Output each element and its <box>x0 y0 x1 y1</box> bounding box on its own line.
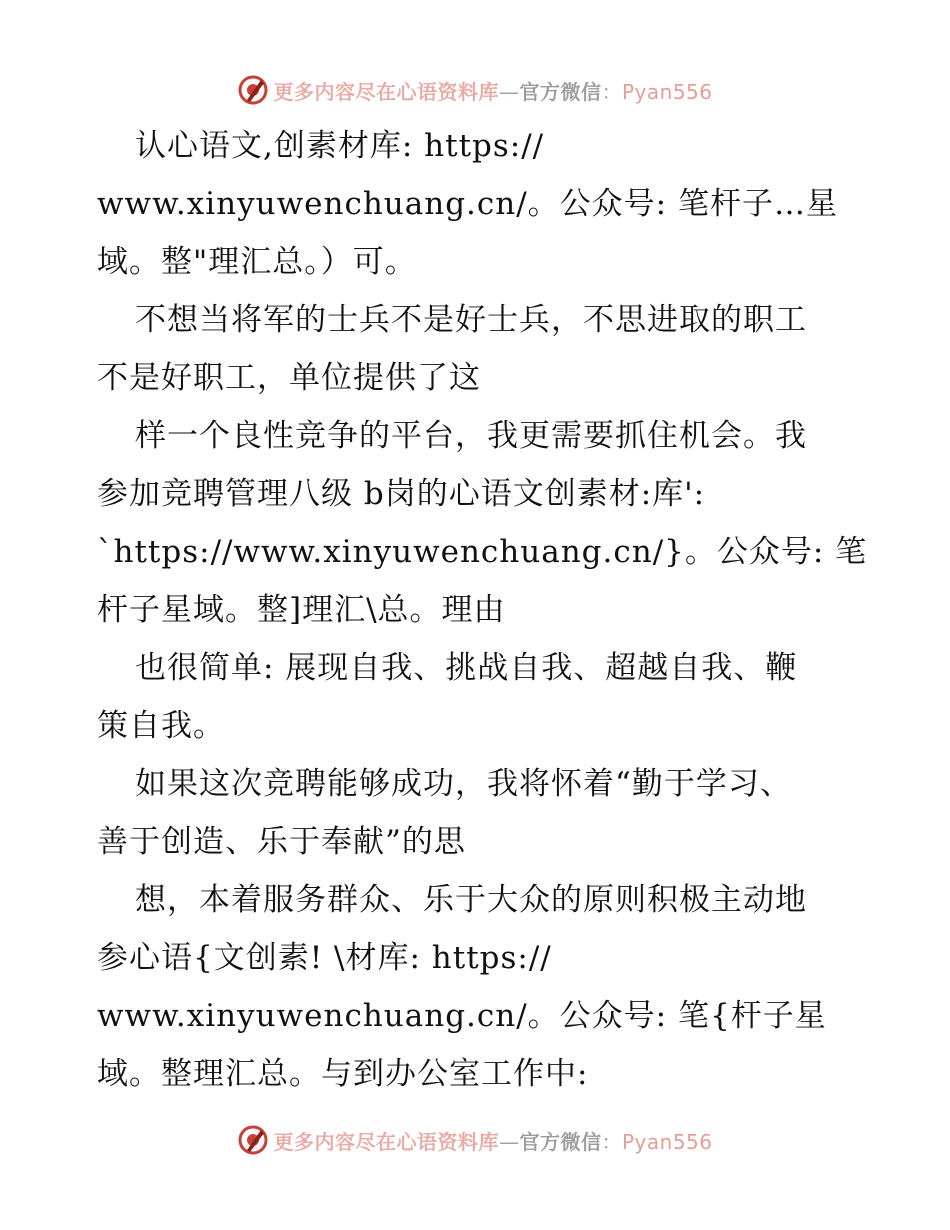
body-line: 认心语文,创素材库: https:// <box>135 128 545 164</box>
banner-wechat-id: Pyan556 <box>621 79 713 104</box>
body-line: 策自我。 <box>97 708 225 744</box>
banner-separator: — <box>498 79 520 104</box>
pen-logo-icon <box>237 74 269 106</box>
body-line: 域。整"理汇总。）可。 <box>97 244 417 280</box>
body-line: 不是好职工，单位提供了这 <box>97 360 481 396</box>
document-body <box>97 117 868 1103</box>
body-line: 善于创造、乐于奉献”的思 <box>97 824 466 860</box>
body-line: 如果这次竞聘能够成功，我将怀着“勤于学习、 <box>135 766 792 802</box>
banner-slogan: 更多内容尽在心语资料库 <box>273 1129 499 1154</box>
body-line: www.xinyuwenchuang.cn/。公众号: 笔{杆子星 <box>97 998 827 1034</box>
body-line: 参加竞聘管理八级 b岗的心语文创素材:库': <box>97 476 706 512</box>
footer-banner <box>0 1120 950 1160</box>
banner-wechat-label: 官方微信 <box>519 79 602 104</box>
body-line: 杆子星域。整]理汇\总。理由 <box>97 592 506 628</box>
banner-separator: — <box>498 1129 520 1154</box>
body-line: 参心语{文创素! \材库: https:// <box>97 940 552 976</box>
pen-logo-icon <box>237 1124 269 1156</box>
body-line: 不想当将军的士兵不是好士兵，不思进取的职工 <box>135 302 807 338</box>
body-line: 域。整理汇总。与到办公室工作中: <box>97 1056 589 1092</box>
header-banner <box>0 70 950 110</box>
body-line: `https://www.xinyuwenchuang.cn/}。公众号: 笔 <box>97 534 868 570</box>
body-line: 也很简单: 展现自我、挑战自我、超越自我、鞭 <box>135 650 798 686</box>
banner-wechat-label: 官方微信 <box>519 1129 602 1154</box>
banner-colon: ： <box>601 79 622 104</box>
banner-slogan: 更多内容尽在心语资料库 <box>273 79 499 104</box>
body-line: 样一个良性竞争的平台，我更需要抓住机会。我 <box>135 418 807 454</box>
body-line: 想，本着服务群众、乐于大众的原则积极主动地 <box>135 882 807 918</box>
banner-wechat-id: Pyan556 <box>621 1129 713 1154</box>
banner-colon: ： <box>601 1129 622 1154</box>
body-line: www.xinyuwenchuang.cn/。公众号: 笔杆子…星 <box>97 186 838 222</box>
